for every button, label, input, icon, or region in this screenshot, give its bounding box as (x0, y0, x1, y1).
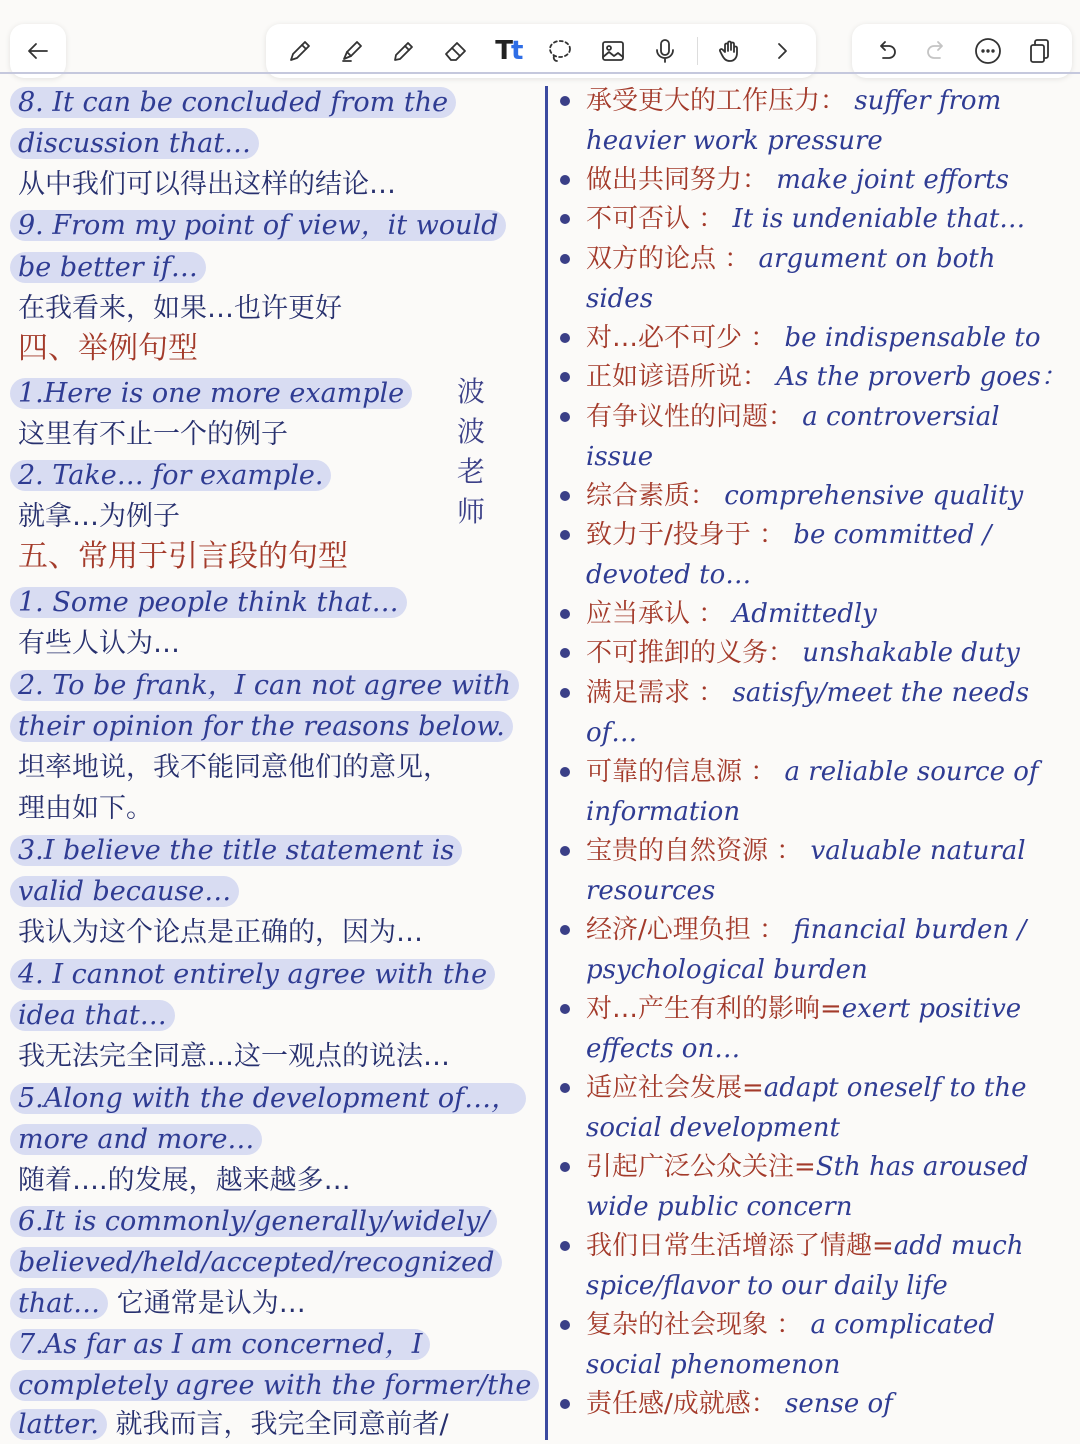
note-line (18, 457, 331, 495)
highlighted-text: believed/held/accepted/recognized (10, 1247, 502, 1278)
redo-icon[interactable] (917, 31, 957, 71)
chinese-text: 它通常是认为… (116, 1288, 306, 1319)
highlighted-text: 4. I cannot entirely agree with the (10, 959, 495, 990)
note-line (18, 1285, 306, 1323)
phrase-line: 做出共同努力： make joint efforts (586, 165, 1010, 195)
note-line: 随着….的发展，越来越多… (18, 1165, 351, 1196)
highlighted-text: 6.It is commonly/generally/widely/ (10, 1206, 497, 1237)
bullet-dot (560, 1162, 570, 1172)
note-line (18, 1406, 449, 1444)
phrase-line: 正如谚语所说： As the proverb goes： (586, 362, 1067, 392)
note-line: 从中我们可以得出这样的结论… (18, 169, 396, 200)
note-line (18, 1367, 539, 1405)
phrase-line: social development (586, 1113, 840, 1143)
bullet-dot (560, 175, 570, 185)
note-line (18, 997, 175, 1035)
note-line (18, 1080, 526, 1118)
phrase-line: sides (586, 284, 654, 314)
note-line: 坦率地说，我不能同意他们的意见， (18, 752, 450, 783)
toolbar (0, 0, 1080, 76)
highlighted-text: that… (10, 1288, 108, 1319)
highlighted-text: 5.Along with the development of…， (10, 1083, 526, 1114)
page-top-rule (0, 72, 1080, 74)
bullet-dot (560, 372, 570, 382)
pen-icon[interactable] (280, 31, 320, 71)
phrase-line: 引起广泛公众关注=Sth has aroused (586, 1152, 1029, 1182)
note-line (18, 1326, 430, 1364)
pencil-icon[interactable] (384, 31, 424, 71)
bullet-dot (560, 412, 570, 422)
note-line (18, 249, 206, 287)
note-line (18, 375, 412, 413)
highlighted-text: more and more… (10, 1124, 262, 1155)
bullet-dot (560, 1320, 570, 1330)
vertical-signature (454, 372, 488, 532)
bullet-dot (560, 491, 570, 501)
chevron-right-icon[interactable] (762, 31, 802, 71)
note-line: 在我看来，如果…也许更好 (18, 293, 342, 324)
phrase-line: 对…必不可少 ： be indispensable to (586, 323, 1041, 353)
vertical-char: 师 (456, 495, 485, 528)
bullet-dot (560, 1083, 570, 1093)
section-heading: 五、常用于引言段的句型 (18, 539, 348, 574)
note-line: 这里有不止一个的例子 (18, 419, 288, 450)
phrase-line: psychological burden (586, 955, 868, 985)
note-line (18, 956, 495, 994)
undo-icon[interactable] (866, 31, 906, 71)
phrase-line: 可靠的信息源 ： a reliable source of (586, 757, 1039, 787)
phrase-line: social phenomenon (586, 1350, 841, 1380)
note-line (18, 873, 239, 911)
bullet-dot (560, 688, 570, 698)
bullet-dot (560, 214, 570, 224)
phrase-line: 满足需求 ： satisfy/meet the needs (586, 678, 1030, 708)
phrase-line: heavier work pressure (586, 126, 883, 156)
note-line (18, 84, 456, 122)
marker-icon[interactable] (332, 31, 372, 71)
image-icon[interactable] (593, 31, 633, 71)
note-line: 有些人认为… (18, 628, 180, 659)
section-heading: 四、举例句型 (18, 331, 198, 366)
text-tool-icon[interactable] (488, 31, 528, 71)
bullet-dot (560, 333, 570, 343)
tool-palette (266, 24, 816, 78)
note-line: 我认为这个论点是正确的，因为… (18, 917, 423, 948)
bullet-dot (560, 648, 570, 658)
bullet-dot (560, 609, 570, 619)
highlighted-text: 1.Here is one more example (10, 378, 412, 409)
highlighted-text: idea that… (10, 1000, 175, 1031)
highlighted-text: 9. From my point of view，it would (10, 210, 506, 241)
note-line: 我无法完全同意…这一观点的说法… (18, 1041, 450, 1072)
phrase-line: spice/flavor to our daily life (586, 1271, 948, 1301)
highlighted-text: completely agree with the former/the (10, 1370, 539, 1401)
highlighted-text: discussion that… (10, 128, 259, 159)
note-line (18, 667, 519, 705)
note-line (18, 1203, 497, 1241)
bullet-dot (560, 530, 570, 540)
hand-icon[interactable] (710, 31, 750, 71)
phrase-line: 我们日常生活增添了情趣=add much (586, 1231, 1024, 1261)
bullet-dot (560, 846, 570, 856)
note-line (18, 832, 462, 870)
bullet-dot (560, 1004, 570, 1014)
phrase-line: wide public concern (586, 1192, 853, 1222)
phrase-line: resources (586, 876, 716, 906)
note-line (18, 1121, 262, 1159)
bullet-dot (560, 1241, 570, 1251)
highlighted-text: 2. Take… for example. (10, 460, 331, 491)
vertical-char: 波 (456, 415, 485, 448)
phrase-line: 对…产生有利的影响=exert positive (586, 994, 1022, 1024)
phrase-line: 承受更大的工作压力： suffer from (586, 86, 1002, 116)
pages-icon[interactable] (1019, 31, 1059, 71)
phrase-line: 双方的论点 ： argument on both (586, 244, 996, 274)
note-line (18, 708, 513, 746)
highlighted-text: valid because… (10, 876, 239, 907)
back-pill (10, 24, 66, 78)
phrase-line: 复杂的社会现象 ： a complicated (586, 1310, 995, 1340)
phrase-line: 应当承认 ： Admittedly (586, 599, 877, 629)
bullet-dot (560, 254, 570, 264)
note-line: 就拿…为例子 (18, 501, 180, 532)
bullet-dot (560, 1399, 570, 1409)
column-divider (545, 86, 548, 1440)
phrase-line: 宝贵的自然资源 ： valuable natural (586, 836, 1026, 866)
eraser-icon[interactable] (436, 31, 476, 71)
lasso-icon[interactable] (540, 31, 580, 71)
bullet-dot (560, 767, 570, 777)
bullet-dot (560, 925, 570, 935)
highlighted-text: 3.I believe the title statement is (10, 835, 462, 866)
note-line (18, 125, 259, 163)
highlighted-text: 7.As far as I am concerned，I (10, 1329, 430, 1360)
note-line (18, 1244, 502, 1282)
phrase-line: 责任感/成就感： sense of (586, 1389, 893, 1419)
highlighted-text: their opinion for the reasons below. (10, 711, 513, 742)
phrase-line: 适应社会发展=adapt oneself to the (586, 1073, 1027, 1103)
back-arrow-icon[interactable] (18, 31, 58, 71)
mic-icon[interactable] (645, 31, 685, 71)
note-line (18, 584, 407, 622)
highlighted-text: be better if… (10, 252, 206, 283)
phrase-line: 不可推卸的义务： unshakable duty (586, 638, 1020, 668)
highlighted-text: 2. To be frank，I can not agree with (10, 670, 519, 701)
phrase-line: 致力于/投身于 ： be committed / (586, 520, 992, 550)
phrase-line: of… (586, 718, 638, 748)
toolbar-separator (697, 37, 698, 65)
highlighted-text: 8. It can be concluded from the (10, 87, 456, 118)
phrase-line: 综合素质： comprehensive quality (586, 481, 1024, 511)
phrase-line: 经济/心理负担 ： financial burden / (586, 915, 1027, 945)
action-pill (852, 24, 1072, 78)
vertical-char: 老 (456, 455, 485, 488)
phrase-line: 有争议性的问题： a controversial (586, 402, 1000, 432)
text-tool-label: Tt (495, 36, 522, 66)
highlighted-text: 1. Some people think that… (10, 587, 407, 618)
more-icon[interactable] (968, 31, 1008, 71)
chinese-text: 就我而言，我完全同意前者/ (115, 1409, 449, 1440)
note-line (18, 207, 506, 245)
highlighted-text: latter. (10, 1409, 107, 1440)
phrase-line: effects on… (586, 1034, 741, 1064)
note-line: 理由如下。 (18, 793, 153, 824)
phrase-line: devoted to… (586, 560, 752, 590)
phrase-line: information (586, 797, 741, 827)
bullet-dot (560, 96, 570, 106)
vertical-char: 波 (456, 375, 485, 408)
phrase-line: 不可否认 ： It is undeniable that… (586, 204, 1026, 234)
phrase-line: issue (586, 442, 654, 472)
